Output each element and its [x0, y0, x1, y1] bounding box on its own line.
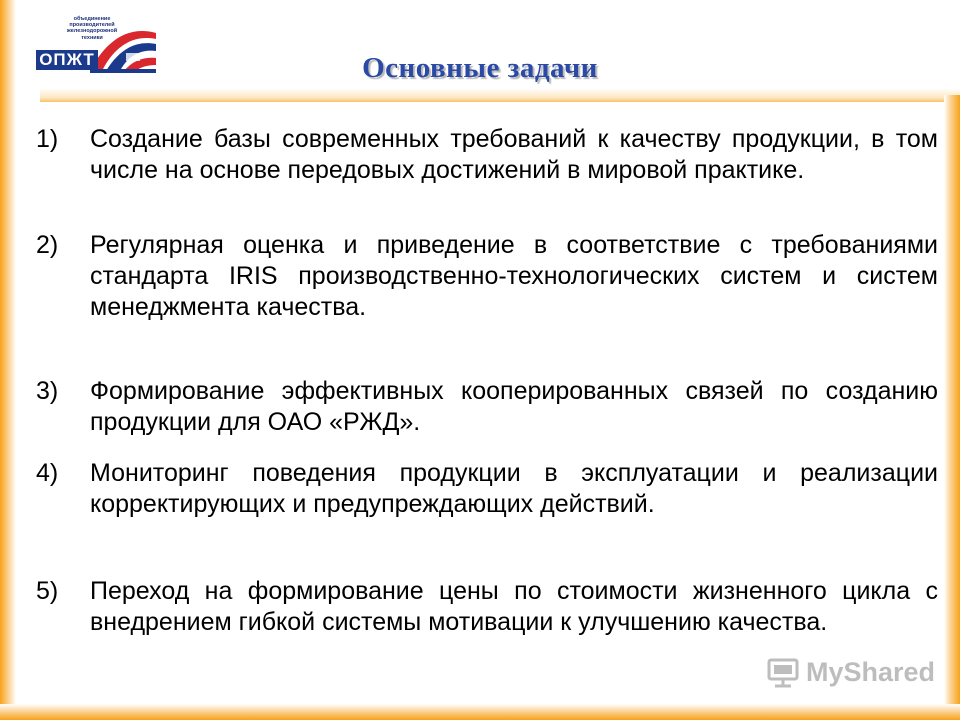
myshared-watermark: [766, 655, 936, 693]
watermark-text: MyShared: [806, 657, 936, 687]
presentation-board-icon: [766, 655, 800, 689]
task-text: Формирование эффективных кооперированных связей по созданию продукции для ОАО «РЖД».: [90, 377, 938, 436]
slide-title: Основные задачи: [362, 52, 598, 84]
frame-top-border: [40, 88, 960, 102]
frame-right-border: [944, 95, 960, 720]
logo-caption: объединение производителей железнодорожной техники: [66, 16, 118, 41]
task-number: 4): [36, 459, 59, 487]
task-number: 2): [36, 231, 59, 259]
frame-left-border: [0, 0, 16, 720]
task-text: Мониторинг поведения продукции в эксплуатации и реализации корректирующих и предупреждающих действий.: [90, 459, 938, 518]
frame-bottom-border: [0, 704, 960, 720]
task-number: 5): [36, 577, 59, 605]
task-text: Создание базы современных требований к качеству продукции, в том числе на основе передовых достижений в мировой практике.: [90, 125, 938, 184]
task-text: Регулярная оценка и приведение в соответствие с требованиями стандарта IRIS производственно-технологических систем и систем менеджмента качества.: [90, 231, 938, 321]
task-number: 3): [36, 377, 59, 405]
logo-abbreviation: ОПЖТ: [36, 50, 98, 70]
task-number: 1): [36, 125, 59, 153]
task-text: Переход на формирование цены по стоимости жизненного цикла с внедрением гибкой системы мотивации к улучшению качества.: [90, 577, 938, 636]
